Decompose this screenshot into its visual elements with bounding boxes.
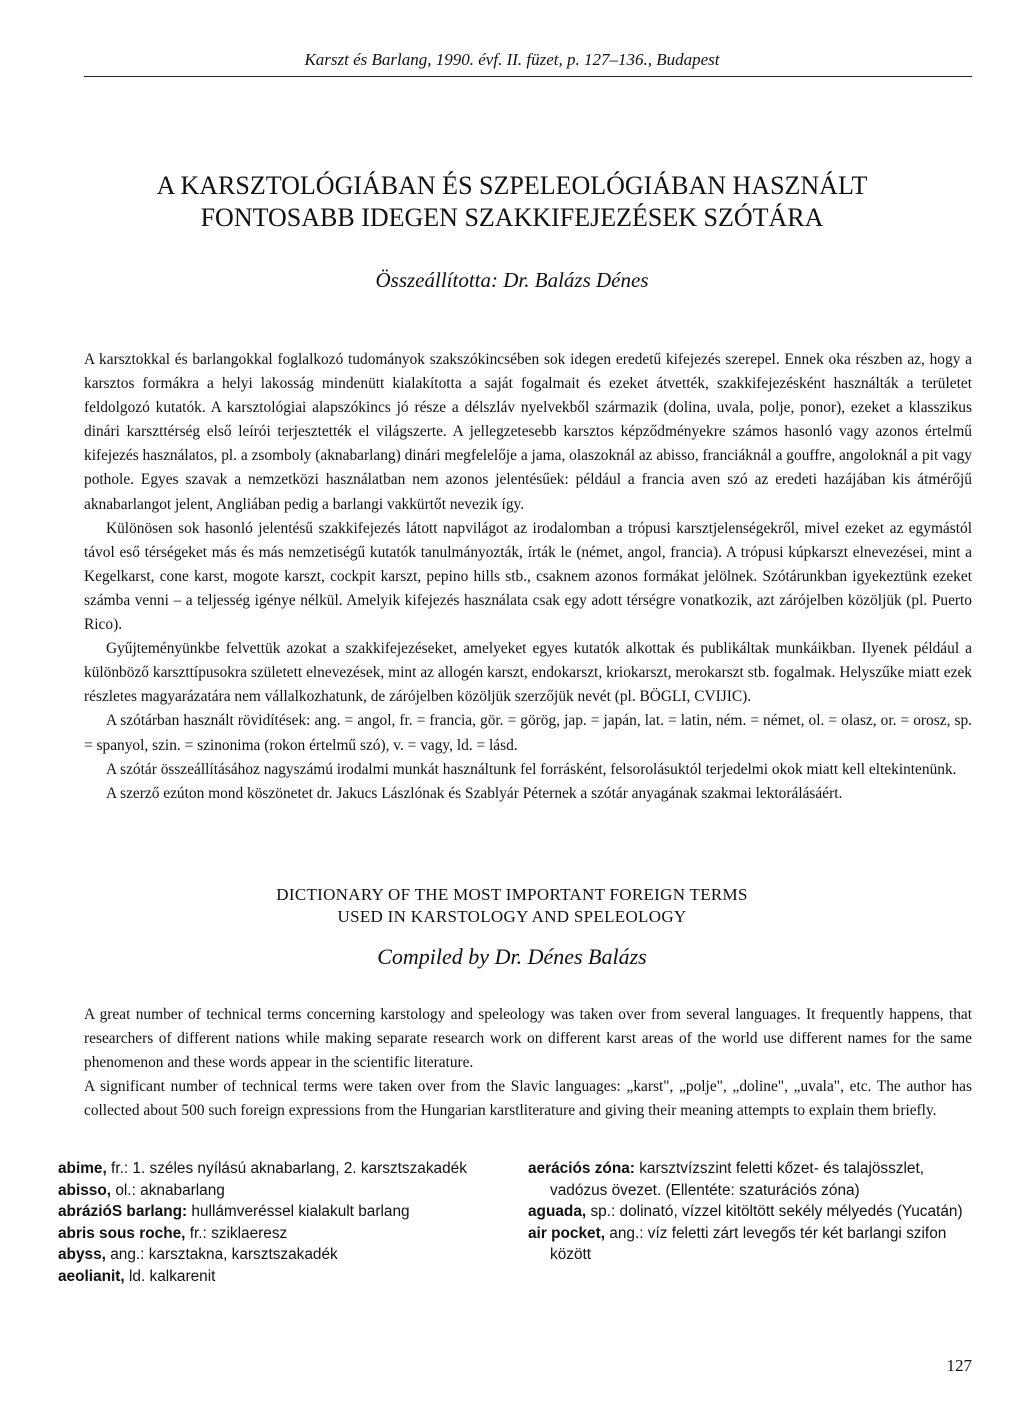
english-title-line-2: USED IN KARSTOLOGY AND SPELEOLOGY <box>337 907 687 926</box>
dictionary-entry <box>58 1201 498 1223</box>
header-rule <box>84 76 972 77</box>
dictionary-entry <box>58 1266 498 1288</box>
hungarian-title <box>60 170 964 234</box>
entry-term: abris sous roche, <box>58 1224 186 1242</box>
hungarian-paragraph-6: A szerző ezúton mond köszönetet dr. Jakucs Lászlónak és Szablyár Péternek a szótár anyagának szakmai lektorálásáért. <box>106 784 843 802</box>
hungarian-author: Összeállította: Dr. Balázs Dénes <box>375 268 649 292</box>
entry-term: aerációs zóna: <box>528 1160 635 1177</box>
dictionary-entry <box>58 1158 498 1180</box>
english-paragraph-2: A significant number of technical terms were taken over from the Slavic languages: „karst", „polje", „doline", „uvala", etc. The author has collected about 500 such foreign expressions from the Hungarian karstliterature and giving their meaning attempts to explain them briefly. <box>84 1078 972 1120</box>
english-title-line-1: DICTIONARY OF THE MOST IMPORTANT FOREIGN TERMS <box>276 885 748 904</box>
entry-definition: karsztvízszint feletti kőzet- és talajösszlet, vadózus övezet. (Ellentéte: szaturációs zóna) <box>550 1160 925 1199</box>
journal-header: Karszt és Barlang, 1990. évf. II. füzet, p. 127–136., Budapest <box>304 50 720 69</box>
dictionary-entry <box>58 1244 498 1266</box>
entry-term: air pocket, <box>528 1224 605 1242</box>
entry-definition: ol.: aknabarlang <box>111 1181 225 1199</box>
dictionary-column-right <box>528 1158 974 1266</box>
hungarian-paragraph-4: A szótárban használt rövidítések: ang. = angol, fr. = francia, gör. = görög, jap. = japán, lat. = latin, ném. = német, ol. = olasz, or. = orosz, sp. = spanyol, szin. = szinonima (rokon értelmű szó), v. = vagy, ld. = lásd. <box>84 712 972 754</box>
english-author: Compiled by Dr. Dénes Balázs <box>377 944 647 969</box>
entry-definition: hullámveréssel kialakult barlang <box>187 1203 410 1220</box>
entry-definition: sp.: dolinató, vízzel kitöltött sekély mélyedés (Yucatán) <box>586 1203 963 1220</box>
hungarian-paragraph-3: Gyűjteményünkbe felvettük azokat a szakkifejezéseket, amelyeket egyes kutatók alkottak és publikáltak munkáikban. Ilyenek például a különböző karszttípusokra született elnevezések, mint az allogén karszt, endokarszt, kriokarszt, merokarszt stb. fogalmak. Helyszűke miatt ezek részletes magyarázatára nem vállalkozhatunk, de zárójelben közöljük szerzőjük nevét (pl. BÖGLI, CVIJIC). <box>84 640 972 706</box>
dictionary-entry <box>528 1201 974 1223</box>
dictionary-column-left <box>58 1158 498 1287</box>
entry-term: aguada, <box>528 1203 587 1220</box>
entry-term: aeolianit, <box>58 1267 125 1285</box>
english-title <box>60 884 964 928</box>
entry-term: abrázióS barlang: <box>58 1203 188 1220</box>
page-number: 127 <box>946 1356 972 1375</box>
hungarian-abstract <box>84 348 972 806</box>
dictionary-entry <box>528 1223 974 1266</box>
entry-definition: fr.: 1. széles nyílású aknabarlang, 2. karsztszakadék <box>106 1160 467 1177</box>
entry-definition: fr.: sziklaeresz <box>185 1224 288 1242</box>
entry-term: abime, <box>58 1160 107 1177</box>
entry-definition: ang.: víz feletti zárt levegős tér két barlangi szifon között <box>550 1224 947 1263</box>
hungarian-paragraph-2: Különösen sok hasonló jelentésű szakkifejezés látott napvilágot az irodalomban a trópusi karsztjelenségekről, mivel ezeket az egymástól távol eső térségeket más és más nemzetiségű kutatók tanulmányozták, írták le (német, angol, francia). A trópusi kúpkarszt elnevezései, mint a Kegelkarst, cone karst, mogote karszt, cockpit karszt, pepino hills stb., csaknem azonos formákat jelölnek. Szótárunkban igyekeztünk ezeket számba venni – a teljesség igénye nélkül. Amelyik kifejezés használata csak egy adott térségre vonatkozik, azt zárójelben közöljük (pl. Puerto Rico). <box>84 519 972 634</box>
dictionary-entry <box>58 1180 498 1202</box>
hungarian-paragraph-1: A karsztokkal és barlangokkal foglalkozó tudományok szakszókincsében sok idegen eredetű kifejezés szerepel. Ennek oka részben az, hogy a karsztos formákra a helyi lakosság mindenütt kialakította a saját fogalmait és ezeket átvették, szakkifejezésként használták a területet feldolgozó kutatók. A karsztológiai alapszókincs jó része a délszláv nyelvekből származik (dolina, uvala, polje, ponor), ezeket a klasszikus dinári karszttérség első leírói terjesztették el világszerte. A jellegzetesebb karsztos képződményekre számos hasonló vagy azonos értelmű kifejezés használatos, pl. a zsomboly (aknabarlang) dinári megfelelője a jama, olaszoknál az abisso, franciáknál a gouffre, angoloknál a pit vagy pothole. Egyes szavak a nemzetközi használatban nem azonos jelentésűek: például a francia aven szó az eredeti hazájában kis átmérőjű aknabarlangot jelent, Angliában pedig a barlangi vakkürtőt nevezik így. <box>84 351 972 513</box>
hungarian-title-line-2: FONTOSABB IDEGEN SZAKKIFEJEZÉSEK SZÓTÁRA <box>200 203 824 232</box>
entry-term: abyss, <box>58 1246 106 1263</box>
entry-definition: ang.: karsztakna, karsztszakadék <box>105 1246 338 1263</box>
entry-term: abisso, <box>58 1181 112 1199</box>
hungarian-title-line-1: A KARSZTOLÓGIÁBAN ÉS SZPELEOLÓGIÁBAN HASZNÁLT <box>156 171 868 200</box>
entry-definition: ld. kalkarenit <box>124 1267 216 1285</box>
dictionary-entry <box>528 1158 974 1201</box>
dictionary-entry <box>58 1223 498 1245</box>
hungarian-paragraph-5: A szótár összeállításához nagyszámú irodalmi munkát használtunk fel forrásként, felsorolásuktól terjedelmi okok miatt kell eltekintenünk. <box>106 760 957 778</box>
english-paragraph-1: A great number of technical terms concerning karstology and speleology was taken over from several languages. It frequently happens, that researchers of different nations while making separate research work on different karst areas of the world use different names for the same phenomenon and these words appear in the scientific literature. <box>84 1006 972 1072</box>
english-abstract <box>84 1003 972 1123</box>
